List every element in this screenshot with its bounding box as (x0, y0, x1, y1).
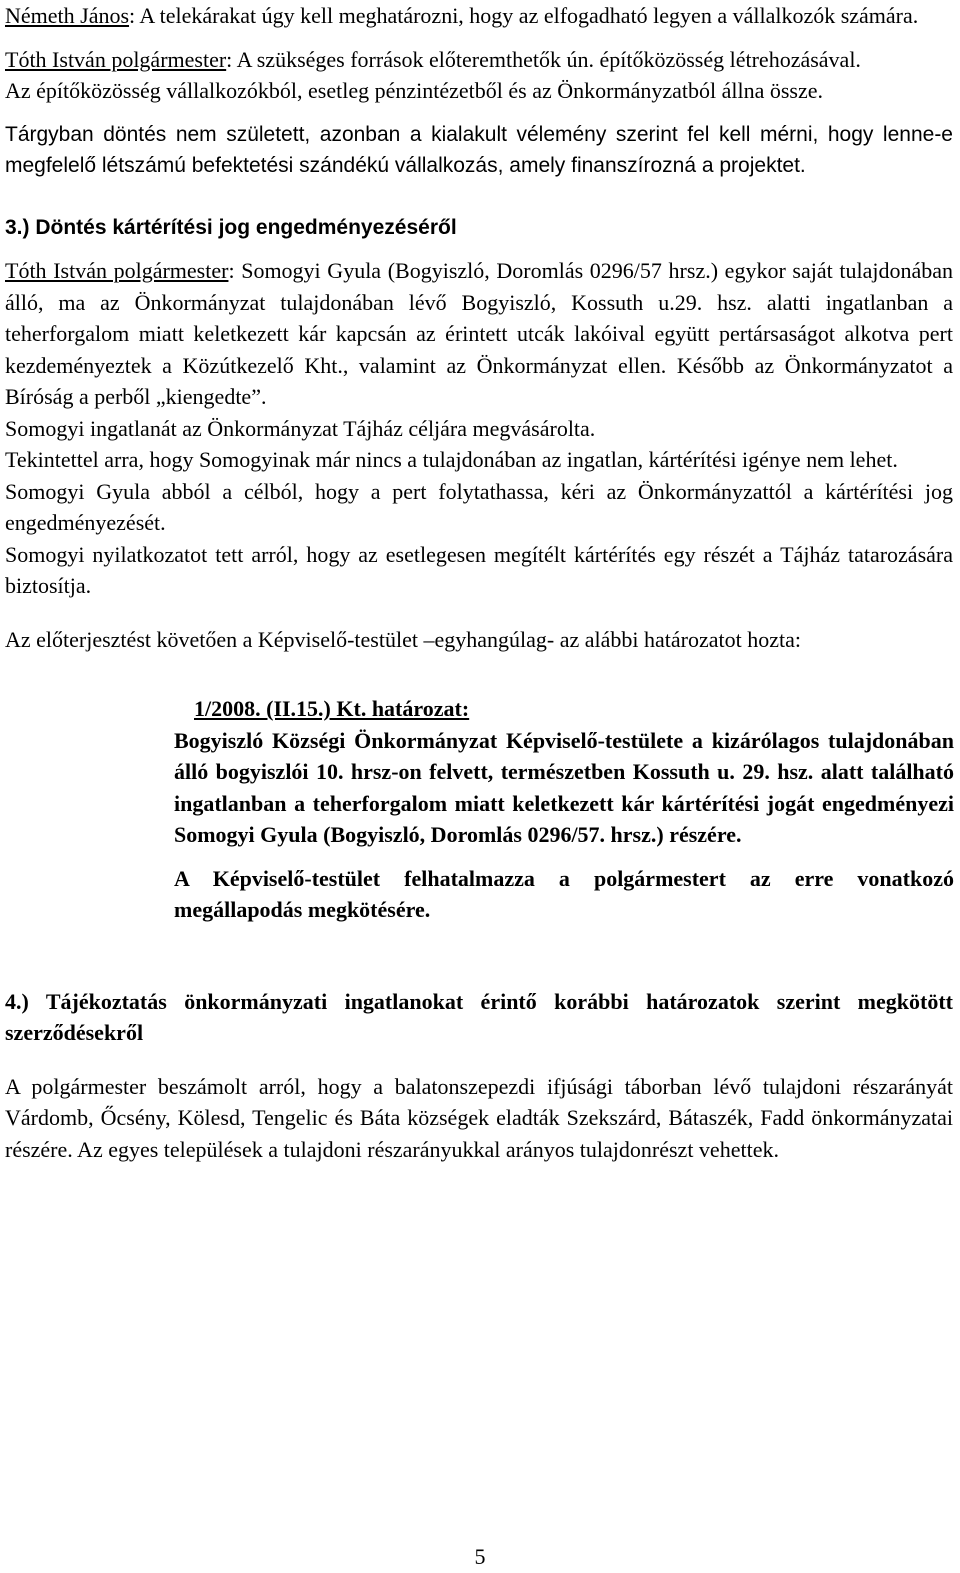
resolution-title (194, 693, 954, 725)
resolution-body: Bogyiszló Községi Önkormányzat Képviselő-testülete a kizárólagos tulajdonában álló bogyiszlói 10. hrsz-on felvett, természetben Kossuth u. 29. hsz. alatt található ingatlanban a teherforgalom miatt keletkezett kár kártérítési jogát engedményezi Somogyi Gyula (Bogyiszló, Doromlás 0296/57. hrsz.) részére. (174, 727, 954, 847)
paragraph-text: : Somogyi Gyula (Bogyiszló, Doromlás 0296/57 hrsz.) egykor saját tulajdonában álló, ma az Önkormányzat tulajdonában lévő Bogyiszló, Kossuth u.29. hsz. alatti ingatlanban a teherforgalom miatt keletkezett kár kapcsán az érintett utcák lakóival együtt pertársaságot alkotva pert kezdeményeztek a Közútkezelő Kht., valamint az Önkormányzat ellen. Később az Önkormányzatot a Bíróság a perből „kiengedte”. (5, 258, 953, 409)
section-3-intro: Az előterjesztést követően a Képviselő-testület –egyhangúlag- az alábbi határozatot hozta: (5, 626, 801, 652)
paragraph-nemeth (5, 0, 953, 32)
page-number: 5 (474, 1544, 486, 1569)
section-3-text (5, 255, 953, 413)
section-3-heading: 3.) Döntés kártérítési jog engedményezéséről (5, 215, 457, 239)
resolution-title-text: 1/2008. (II.15.) Kt. határozat: (194, 696, 470, 721)
paragraph-text: : A szükséges források előteremthetők ún. építőközösség létrehozásával. (226, 46, 861, 72)
resolution-block (174, 693, 954, 926)
section-4-heading: 4.) Tájékoztatás önkormányzati ingatlanokat érintő korábbi határozatok szerint megkötött szerződésekről (5, 988, 953, 1045)
paragraph-toth (5, 44, 953, 76)
paragraph-text: : A telekárakat úgy kell meghatározni, hogy az elfogadható legyen a vállalkozók számára. (129, 3, 919, 28)
section-4-text: A polgármester beszámolt arról, hogy a balatonszepezdi ifjúsági táborban lévő tulajdoni részarányát Várdomb, Őcsény, Kölesd, Tengelic és Báta községek eladták Szekszárd, Bátaszék, Fadd önkormányzatai részére. Az egyes települések a tulajdoni részarányukkal arányos tulajdonrészt vehettek. (5, 1073, 953, 1162)
speaker-name: Németh János (5, 3, 130, 28)
section-3-line-3: Tekintettel arra, hogy Somogyinak már nincs a tulajdonában az ingatlan, kártérítési igénye nem lehet. (5, 447, 898, 472)
speaker-name: Tóth István polgármester (5, 46, 227, 72)
section-3-line-2: Somogyi ingatlanát az Önkormányzat Tájház céljára megvásárolta. (5, 415, 596, 441)
section-3-line-4: Somogyi Gyula abból a célból, hogy a pert folytathassa, kéri az Önkormányzattól a kártérítési jog engedményezését. (5, 478, 953, 535)
resolution-authorization: A Képviselő-testület felhatalmazza a polgármestert az erre vonatkozó megállapodás megkötésére. (174, 865, 954, 922)
speaker-name: Tóth István polgármester (5, 258, 229, 283)
paragraph-epitokozosseg: Az építőközösség vállalkozókból, esetleg pénzintézetből és az Önkormányzatból állna össze. (5, 78, 823, 103)
paragraph-conclusion: Tárgyban döntés nem született, azonban a kialakult vélemény szerint fel kell mérni, hogy lenne-e megfelelő létszámú befektetési szándékú vállalkozás, amely finanszírozná a projektet. (5, 122, 953, 177)
document-page (5, 0, 953, 1165)
section-3-line-5: Somogyi nyilatkozatot tett arról, hogy az esetlegesen megítélt kártérítés egy részét a Tájház tatarozására biztosítja. (5, 541, 953, 598)
